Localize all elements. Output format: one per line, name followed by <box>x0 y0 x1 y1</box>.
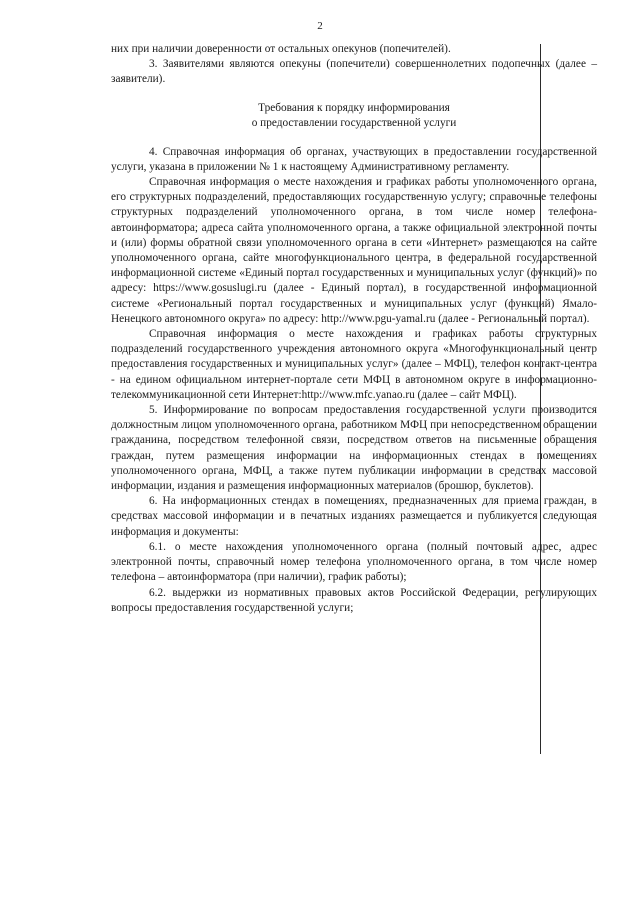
section-heading-line2: о предоставлении государственной услуги <box>251 116 457 129</box>
paragraph-authority-contacts: Справочная информация о месте нахождения и графиках работы уполномоченного органа, его структурных подразделений, предоставляющих государственную услугу; справочные телефоны структурных подразделений уполномоченного органа, в том числе номер телефона-автоинформатора; адреса сайта уполномоченного органа, а также официальной электронной почты и (или) формы обратной связи уполномоченного органа в сети «Интернет» размещаются на сайте уполномоченного органа, сайте многофункционального центра, в федеральной государственной информационной системе «Единый портал государственных и муниципальных услуг (функций)» по адресу: https://www.gosuslugi.ru (далее - Единый портал), в государственной информационной системе «Региональный портал государственных и муниципальных услуг (функций) Ямало-Ненецкого автономного округа» по адресу: http://www.pgu-yamal.ru (далее - Региональный портал). <box>111 176 597 325</box>
paragraph-3-applicants: 3. Заявителями являются опекуны (попечители) совершеннолетних подопечных (далее – заявители). <box>111 58 597 86</box>
paragraph-continuation: них при наличии доверенности от остальных опекунов (попечителей). <box>111 43 451 55</box>
paragraph-6-info-stands: 6. На информационных стендах в помещениях, предназначенных для приема граждан, в средствах массовой информации и в печатных изданиях размещается и публикуется следующая информация и документы: <box>111 495 597 538</box>
paragraph-6-2-legal-acts: 6.2. выдержки из нормативных правовых актов Российской Федерации, регулирующих вопросы предоставления государственной услуги; <box>111 586 597 614</box>
paragraph-6-1-location: 6.1. о месте нахождения уполномоченного органа (полный почтовый адрес, адрес электронной почты, справочный номер телефона уполномоченного органа, в том числе номер телефона – автоинформатора (при наличии), график работы); <box>111 540 597 584</box>
paragraph-5-informing: 5. Информирование по вопросам предоставления государственной услуги производится должностным лицом уполномоченного органа, работником МФЦ при непосредственном обращении гражданина, посредством телефонной связи, посредством ответов на письменные обращения граждан, путем размещения информации на информационных стендах в помещениях уполномоченного органа, МФЦ, а также путем публикации информации в средствах массовой информации, издания и размещения информационных материалов (брошюр, буклетов). <box>111 404 597 493</box>
section-heading <box>111 101 597 131</box>
page-number: 2 <box>317 20 323 32</box>
paragraph-mfc-contacts: Справочная информация о месте нахождения и графиках работы структурных подразделений государственного учреждения автономного округа «Многофункциональный центр предоставления государственных и муниципальных услуг» (далее – МФЦ), телефон контакт-центра - на едином официальном интернет-портале сети МФЦ в автономном округе в информационно-телекоммуникационной сети Интернет:http://www.mfc.yanao.ru (далее – сайт МФЦ). <box>111 328 597 401</box>
paragraph-4-reference-info: 4. Справочная информация об органах, участвующих в предоставлении государственной услуги, указана в приложении № 1 к настоящему Административному регламенту. <box>111 145 597 173</box>
document-body <box>111 42 597 616</box>
section-heading-line1: Требования к порядку информирования <box>258 101 450 114</box>
